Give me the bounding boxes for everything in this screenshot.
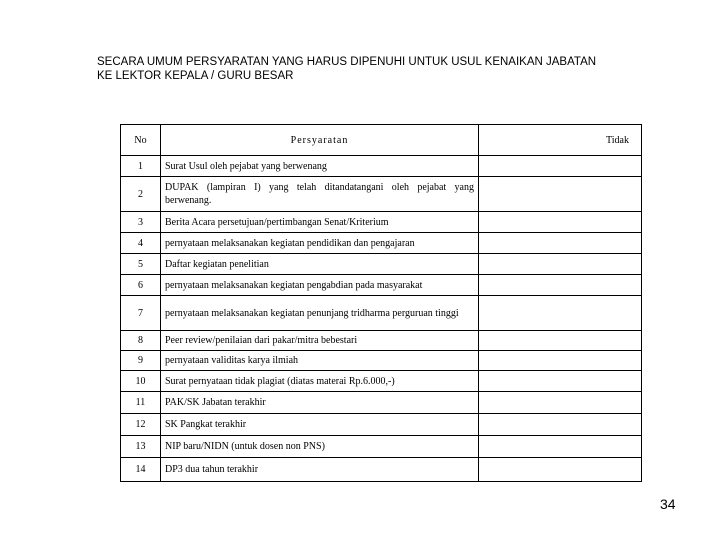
row-number: 14 — [121, 458, 161, 482]
table-row — [121, 177, 642, 212]
row-number: 8 — [121, 331, 161, 351]
table-row — [121, 233, 642, 254]
table-header-row — [121, 125, 642, 156]
table-row — [121, 331, 642, 351]
row-tidak-cell — [479, 436, 642, 458]
row-requirement: SK Pangkat terakhir — [161, 414, 479, 436]
row-number: 2 — [121, 177, 161, 212]
row-number: 6 — [121, 275, 161, 296]
row-tidak-cell — [479, 212, 642, 233]
row-requirement: DP3 dua tahun terakhir — [161, 458, 479, 482]
row-tidak-cell — [479, 414, 642, 436]
row-requirement: pernyataan melaksanakan kegiatan pendidikan dan pengajaran — [161, 233, 479, 254]
row-number: 10 — [121, 371, 161, 392]
row-number: 3 — [121, 212, 161, 233]
row-requirement: Daftar kegiatan penelitian — [161, 254, 479, 275]
row-requirement: PAK/SK Jabatan terakhir — [161, 392, 479, 414]
table-row — [121, 254, 642, 275]
row-requirement: Berita Acara persetujuan/pertimbangan Senat/Kriterium — [161, 212, 479, 233]
row-tidak-cell — [479, 254, 642, 275]
row-number: 1 — [121, 156, 161, 177]
header-persyaratan: Persyaratan — [161, 125, 479, 156]
row-requirement: Peer review/penilaian dari pakar/mitra bebestari — [161, 331, 479, 351]
title-line-1: SECARA UMUM PERSYARATAN YANG HARUS DIPENUHI UNTUK USUL KENAIKAN JABATAN — [97, 56, 597, 68]
table-row — [121, 436, 642, 458]
row-tidak-cell — [479, 233, 642, 254]
row-tidak-cell — [479, 177, 642, 212]
row-tidak-cell — [479, 275, 642, 296]
row-requirement: DUPAK (lampiran I) yang telah ditandatangani oleh pejabat yang berwenang. — [161, 177, 479, 212]
page-number: 34 — [660, 496, 676, 512]
table-row — [121, 156, 642, 177]
row-requirement: pernyataan melaksanakan kegiatan pengabdian pada masyarakat — [161, 275, 479, 296]
row-tidak-cell — [479, 296, 642, 331]
row-requirement: pernyataan melaksanakan kegiatan penunjang tridharma perguruan tinggi — [161, 296, 479, 331]
row-number: 5 — [121, 254, 161, 275]
row-number: 7 — [121, 296, 161, 331]
row-requirement: NIP baru/NIDN (untuk dosen non PNS) — [161, 436, 479, 458]
row-number: 13 — [121, 436, 161, 458]
row-number: 4 — [121, 233, 161, 254]
document-title — [97, 55, 657, 83]
row-tidak-cell — [479, 392, 642, 414]
header-no: No — [121, 125, 161, 156]
row-requirement: Surat pernyataan tidak plagiat (diatas materai Rp.6.000,-) — [161, 371, 479, 392]
row-number: 9 — [121, 351, 161, 371]
header-tidak: Tidak — [479, 125, 642, 156]
title-line-2: KE LEKTOR KEPALA / GURU BESAR — [97, 70, 294, 82]
row-requirement: Surat Usul oleh pejabat yang berwenang — [161, 156, 479, 177]
table-row — [121, 414, 642, 436]
table-row — [121, 392, 642, 414]
row-number: 12 — [121, 414, 161, 436]
table-row — [121, 296, 642, 331]
row-tidak-cell — [479, 458, 642, 482]
table-row — [121, 351, 642, 371]
table-row — [121, 371, 642, 392]
row-tidak-cell — [479, 371, 642, 392]
table-row — [121, 458, 642, 482]
row-tidak-cell — [479, 156, 642, 177]
requirements-table — [120, 124, 642, 482]
row-tidak-cell — [479, 331, 642, 351]
row-tidak-cell — [479, 351, 642, 371]
row-number: 11 — [121, 392, 161, 414]
table-row — [121, 275, 642, 296]
row-requirement: pernyataan validitas karya ilmiah — [161, 351, 479, 371]
table-row — [121, 212, 642, 233]
